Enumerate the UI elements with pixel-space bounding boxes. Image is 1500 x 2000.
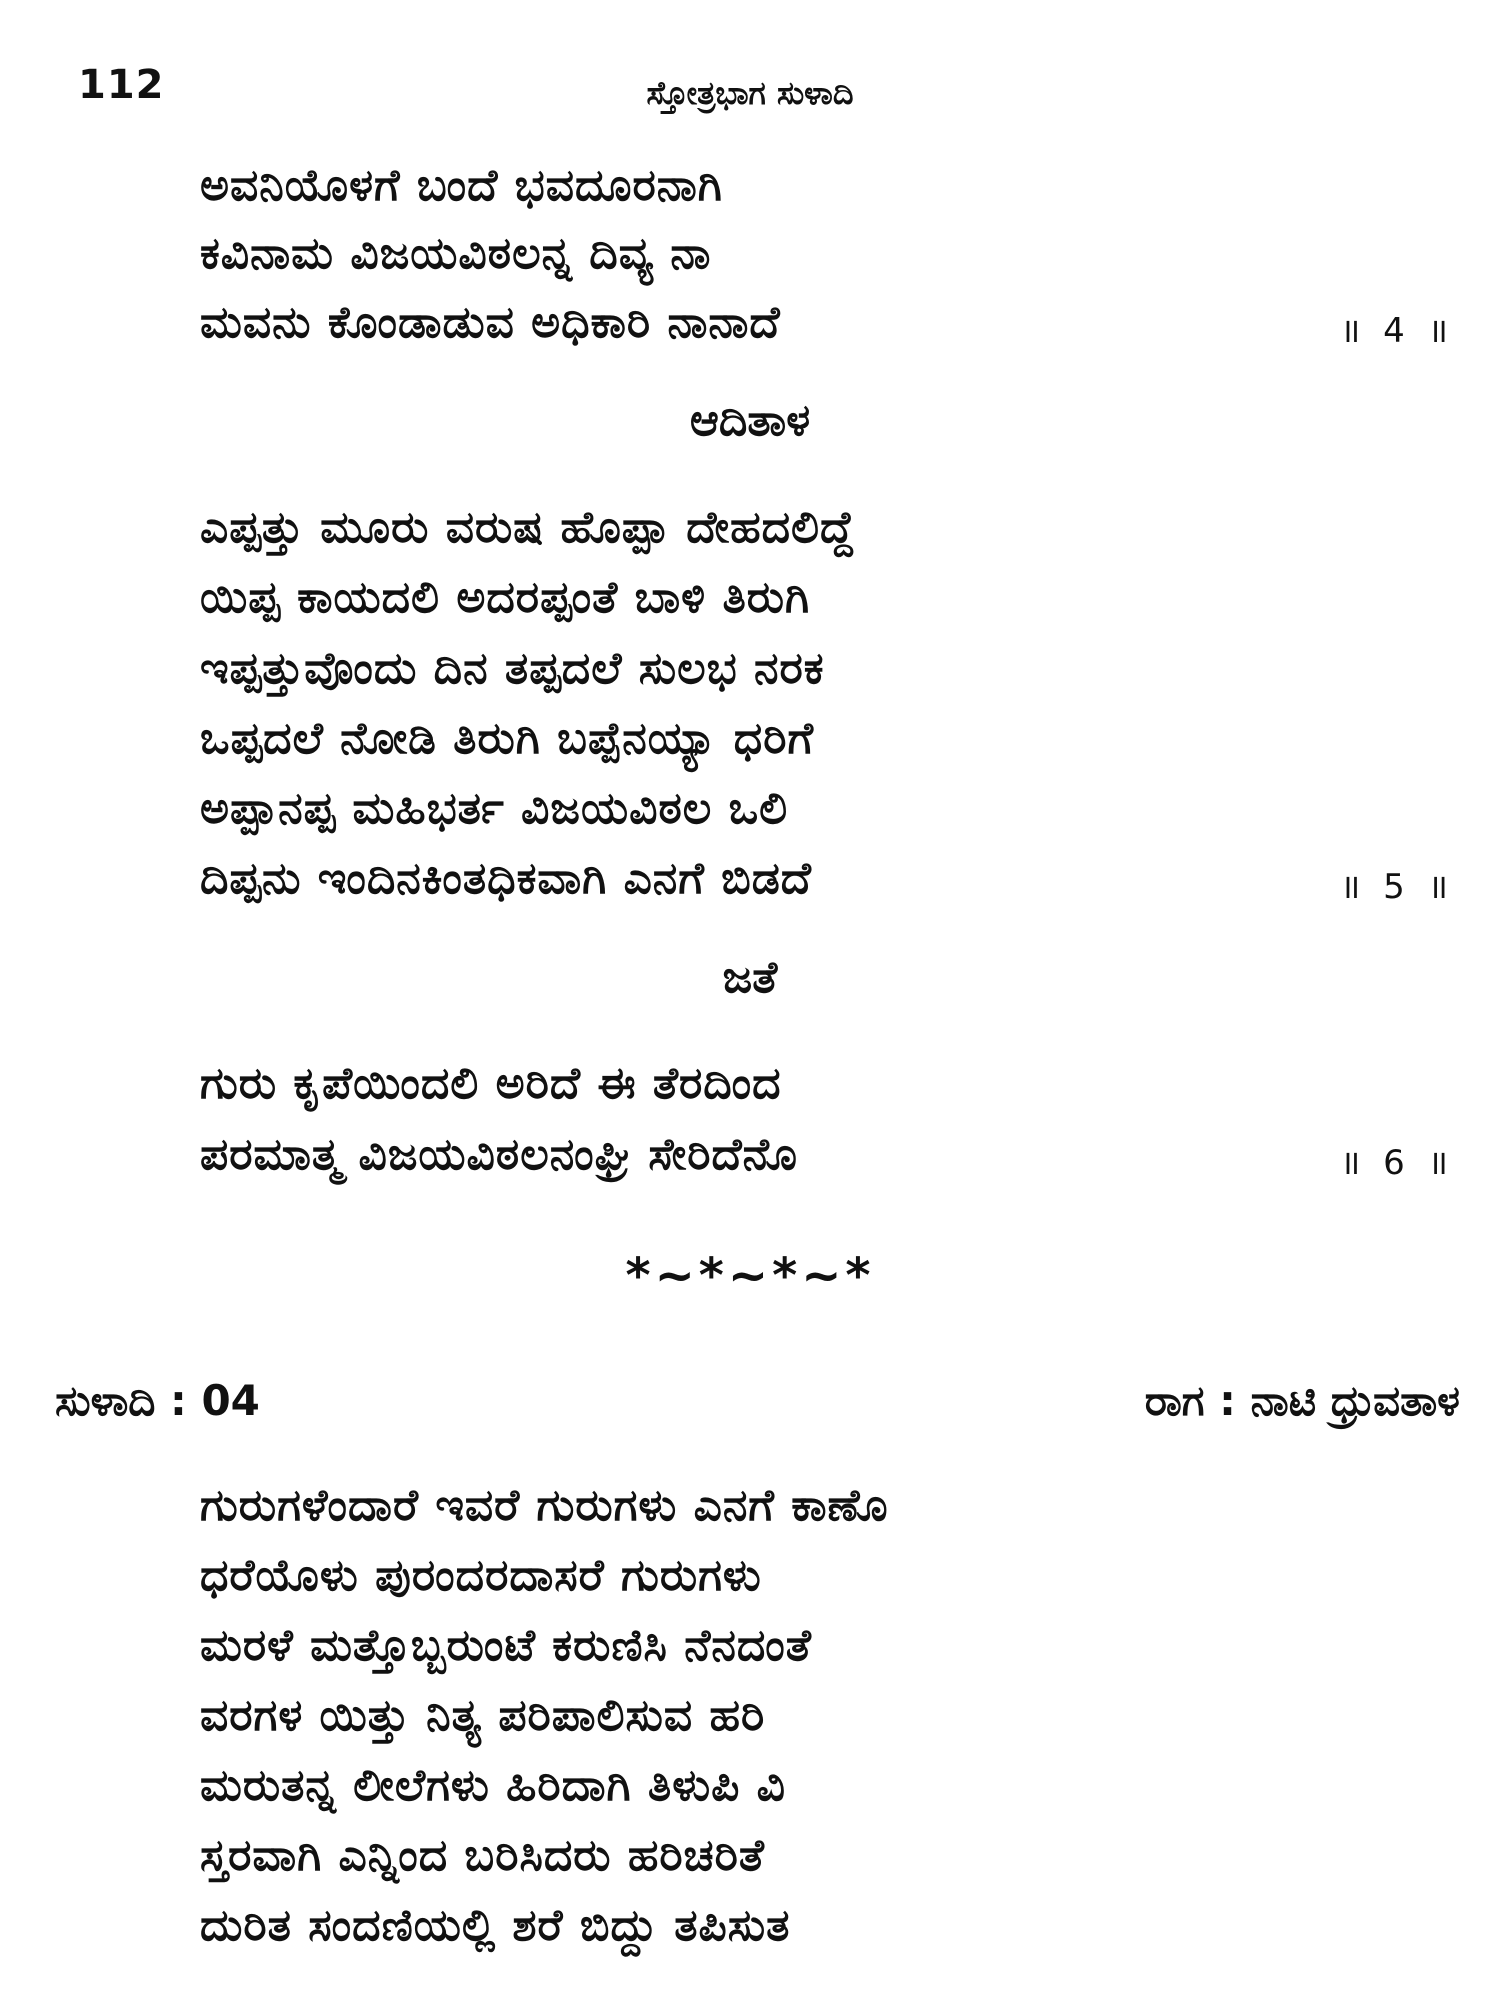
- verse-line: ದುರಿತ ಸಂದಣಿಯಲ್ಲಿ ಶರೆ ಬಿದ್ದು ತಪಿಸುತ: [200, 1900, 791, 1951]
- page-number: 112: [78, 62, 165, 108]
- verse-line: ಸ್ತರವಾಗಿ ಎನ್ನಿಂದ ಬರಿಸಿದರು ಹರಿಚರಿತೆ: [200, 1830, 765, 1881]
- verse-line: ಯಿಪ್ಪ ಕಾಯದಲಿ ಅದರಪ್ಪಂತೆ ಬಾಳಿ ತಿರುಗಿ: [200, 572, 811, 623]
- verse-line: ಮರಳೆ ಮತ್ತೊಬ್ಬರುಂಟೆ ಕರುಣಿಸಿ ನೆನದಂತೆ: [200, 1620, 812, 1671]
- verse-line: ಪರಮಾತ್ಮ ವಿಜಯವಿಠಲನಂಘ್ರಿ ಸೇರಿದೆನೊ: [200, 1129, 798, 1180]
- verse-line: ಒಪ್ಪದಲೆ ನೋಡಿ ತಿರುಗಿ ಬಪ್ಪೆನಯ್ಯಾ ಧರಿಗೆ: [200, 713, 815, 764]
- raga-tala-label: ರಾಗ : ನಾಟಿ ಧ್ರುವತಾಳ: [1144, 1376, 1460, 1425]
- verse-line: ಅವನಿಯೊಳಗೆ ಬಂದೆ ಭವದೂರನಾಗಿ: [200, 160, 723, 211]
- verse-line: ಕವಿನಾಮ ವಿಜಯವಿಠಲನ್ನ ದಿವ್ಯ ನಾ: [200, 228, 712, 279]
- verse-number: ॥ 4 ॥: [1340, 311, 1454, 351]
- verse-line: ಗುರು ಕೃಪೆಯಿಂದಲಿ ಅರಿದೆ ಈ ತೆರದಿಂದ: [200, 1058, 782, 1109]
- section-separator: *~*~*~*: [625, 1248, 875, 1304]
- verse-line: ಮರುತನ್ನ ಲೀಲೆಗಳು ಹಿರಿದಾಗಿ ತಿಳುಪಿ ವಿ: [200, 1760, 787, 1811]
- verse-line: ಅಪ್ಪಾನಪ್ಪ ಮಹಿಭರ್ತ ವಿಜಯವಿಠಲ ಒಲಿ: [200, 783, 789, 834]
- suladi-number-label: ಸುಳಾದಿ : 04: [55, 1376, 260, 1425]
- verse-number: ॥ 5 ॥: [1340, 867, 1454, 907]
- verse-number: ॥ 6 ॥: [1340, 1143, 1454, 1183]
- verse-line: ಗುರುಗಳೆಂದಾರೆ ಇವರೆ ಗುರುಗಳು ಎನಗೆ ಕಾಣೊ: [200, 1480, 889, 1531]
- running-header: ಸ್ತೋತ್ರಭಾಗ ಸುಳಾದಿ: [646, 74, 854, 112]
- section-title-jate: ಜತೆ: [722, 952, 778, 1003]
- verse-line: ವರಗಳ ಯಿತ್ತು ನಿತ್ಯ ಪರಿಪಾಲಿಸುವ ಹರಿ: [200, 1690, 766, 1741]
- verse-line: ಧರೆಯೊಳು ಪುರಂದರದಾಸರೆ ಗುರುಗಳು: [200, 1550, 762, 1601]
- verse-line: ದಿಪ್ಪನು ಇಂದಿನಕಿಂತಧಿಕವಾಗಿ ಎನಗೆ ಬಿಡದೆ: [200, 853, 812, 904]
- section-title-aditala: ಆದಿತಾಳ: [689, 395, 811, 446]
- verse-line: ಎಪ್ಪತ್ತು ಮೂರು ವರುಷ ಹೊಪ್ಪಾ ದೇಹದಲಿದ್ದೆ: [200, 502, 856, 553]
- verse-line: ಇಪ್ಪತ್ತುವೊಂದು ದಿನ ತಪ್ಪದಲೆ ಸುಲಭ ನರಕ: [200, 643, 825, 694]
- verse-line: ಮವನು ಕೊಂಡಾಡುವ ಅಧಿಕಾರಿ ನಾನಾದೆ: [200, 297, 781, 348]
